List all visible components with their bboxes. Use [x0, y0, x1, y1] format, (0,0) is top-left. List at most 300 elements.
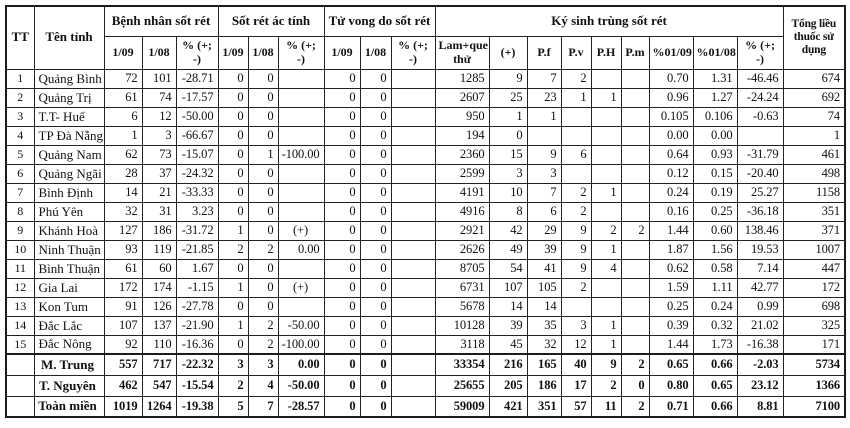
table-row	[6, 335, 845, 354]
col-subheader: P.v	[561, 36, 591, 69]
table-cell: 61	[104, 259, 142, 278]
table-cell: -0.63	[737, 107, 783, 126]
table-cell: 0	[218, 88, 248, 107]
table-cell: 9	[591, 354, 621, 375]
table-cell: 3	[489, 164, 527, 183]
table-cell	[391, 240, 435, 259]
table-cell: 12	[561, 335, 591, 354]
table-cell	[391, 297, 435, 316]
table-cell: 692	[783, 88, 845, 107]
table-cell	[621, 126, 649, 145]
table-row	[6, 240, 845, 259]
table-cell: 72	[104, 69, 142, 88]
province-name: Toàn miền	[34, 396, 104, 417]
table-cell: 2	[248, 240, 278, 259]
col-subheader: (+)	[489, 36, 527, 69]
table-cell: -50.00	[176, 107, 218, 126]
table-cell: 12	[142, 107, 176, 126]
table-cell	[278, 259, 324, 278]
province-name: Bình Thuận	[34, 259, 104, 278]
province-name: Kon Tum	[34, 297, 104, 316]
table-cell: 0	[621, 375, 649, 396]
col-group-ky-sinh-trung: Ký sinh trùng sốt rét	[435, 6, 783, 36]
table-cell: 1	[591, 335, 621, 354]
table-cell: 119	[142, 240, 176, 259]
table-cell	[278, 297, 324, 316]
table-row	[6, 316, 845, 335]
col-subheader: 1/09	[324, 36, 360, 69]
table-cell: 0	[218, 126, 248, 145]
table-cell: 3	[561, 316, 591, 335]
table-cell: 31	[142, 202, 176, 221]
table-cell: 1264	[142, 396, 176, 417]
table-cell: 9	[561, 259, 591, 278]
table-cell: 1	[104, 126, 142, 145]
table-cell: 0	[324, 396, 360, 417]
table-cell	[391, 183, 435, 202]
table-row	[6, 126, 845, 145]
table-cell: 0.25	[693, 202, 737, 221]
table-cell: 37	[142, 164, 176, 183]
table-cell: 2921	[435, 221, 489, 240]
table-cell: 42.77	[737, 278, 783, 297]
table-cell	[278, 183, 324, 202]
table-cell: (+)	[278, 278, 324, 297]
table-cell	[621, 297, 649, 316]
table-cell: 4	[591, 259, 621, 278]
col-group-benh-nhan-sot-ret: Bệnh nhân sốt rét	[104, 6, 218, 36]
province-name: Bình Định	[34, 183, 104, 202]
table-cell: -100.00	[278, 335, 324, 354]
table-cell: 2	[591, 375, 621, 396]
table-cell: 5678	[435, 297, 489, 316]
row-index: 1	[6, 69, 34, 88]
table-cell: 6	[104, 107, 142, 126]
table-cell: 73	[142, 145, 176, 164]
table-cell: 110	[142, 335, 176, 354]
table-cell: 0	[248, 107, 278, 126]
table-cell: 4916	[435, 202, 489, 221]
table-cell: 0	[360, 316, 391, 335]
table-cell: 0.00	[278, 240, 324, 259]
table-cell: -24.32	[176, 164, 218, 183]
row-index: 5	[6, 145, 34, 164]
table-cell	[278, 107, 324, 126]
table-cell: 0	[324, 145, 360, 164]
table-cell: 1	[591, 183, 621, 202]
table-cell: 461	[783, 145, 845, 164]
table-cell: 0.93	[693, 145, 737, 164]
table-cell: -50.00	[278, 316, 324, 335]
table-cell: 2	[218, 240, 248, 259]
table-cell: 35	[527, 316, 561, 335]
table-cell: 2360	[435, 145, 489, 164]
table-cell: 2626	[435, 240, 489, 259]
table-cell: 2607	[435, 88, 489, 107]
table-row	[6, 221, 845, 240]
table-cell	[621, 145, 649, 164]
table-cell	[621, 335, 649, 354]
table-cell: 91	[104, 297, 142, 316]
table-cell	[591, 202, 621, 221]
table-cell: 0.65	[649, 354, 693, 375]
table-cell: 0.71	[649, 396, 693, 417]
table-cell: -17.57	[176, 88, 218, 107]
table-cell	[591, 278, 621, 297]
province-name: Đắc Lắc	[34, 316, 104, 335]
table-cell: 0.64	[649, 145, 693, 164]
table-cell: 2	[218, 375, 248, 396]
table-cell	[621, 69, 649, 88]
table-cell: 0	[324, 88, 360, 107]
table-cell	[391, 164, 435, 183]
table-cell: 1.27	[693, 88, 737, 107]
table-cell: (+)	[278, 221, 324, 240]
table-cell: 3.23	[176, 202, 218, 221]
table-cell: 32	[104, 202, 142, 221]
table-cell: 7.14	[737, 259, 783, 278]
table-cell: 0.00	[278, 354, 324, 375]
table-cell	[561, 107, 591, 126]
table-cell: 2	[561, 202, 591, 221]
table-cell: 7100	[783, 396, 845, 417]
table-row	[6, 145, 845, 164]
table-row	[6, 107, 845, 126]
table-cell: -15.07	[176, 145, 218, 164]
table-cell: 23.12	[737, 375, 783, 396]
table-cell: 172	[783, 278, 845, 297]
table-row	[6, 396, 845, 417]
malaria-statistics-table	[5, 5, 846, 418]
province-name: Phú Yên	[34, 202, 104, 221]
table-cell: 0	[324, 221, 360, 240]
row-index: 12	[6, 278, 34, 297]
col-subheader: Lam+que thử	[435, 36, 489, 69]
table-cell: 1	[591, 316, 621, 335]
table-cell: -27.78	[176, 297, 218, 316]
table-cell: 2	[561, 278, 591, 297]
table-cell	[621, 259, 649, 278]
table-cell: 0.00	[649, 126, 693, 145]
table-cell: 462	[104, 375, 142, 396]
table-cell: 0	[324, 335, 360, 354]
table-cell: 0	[489, 126, 527, 145]
table-cell: 0.60	[693, 221, 737, 240]
table-cell: 698	[783, 297, 845, 316]
table-cell: 0	[360, 335, 391, 354]
table-cell: 1.87	[649, 240, 693, 259]
table-cell: 674	[783, 69, 845, 88]
table-cell: -15.54	[176, 375, 218, 396]
table-cell: 5	[218, 396, 248, 417]
table-row	[6, 69, 845, 88]
table-cell: 1	[561, 88, 591, 107]
table-cell: 41	[527, 259, 561, 278]
table-cell: 21	[142, 183, 176, 202]
table-cell	[391, 354, 435, 375]
table-cell	[591, 164, 621, 183]
row-index: 9	[6, 221, 34, 240]
table-cell: 1.44	[649, 335, 693, 354]
table-cell	[591, 107, 621, 126]
table-cell	[621, 202, 649, 221]
table-cell: 421	[489, 396, 527, 417]
table-row	[6, 259, 845, 278]
table-cell	[391, 221, 435, 240]
row-index: 2	[6, 88, 34, 107]
table-cell: 1.11	[693, 278, 737, 297]
table-cell: 498	[783, 164, 845, 183]
table-cell: 0.15	[693, 164, 737, 183]
table-row	[6, 202, 845, 221]
row-index: 6	[6, 164, 34, 183]
row-index: 7	[6, 183, 34, 202]
province-name: T. Nguyên	[34, 375, 104, 396]
table-cell: 7	[527, 183, 561, 202]
table-cell	[391, 335, 435, 354]
table-cell: 447	[783, 259, 845, 278]
table-row	[6, 375, 845, 396]
table-cell: 0	[248, 164, 278, 183]
province-name: Quảng Nam	[34, 145, 104, 164]
table-cell: 0.24	[693, 297, 737, 316]
table-cell	[391, 107, 435, 126]
row-index: 4	[6, 126, 34, 145]
table-cell: 42	[489, 221, 527, 240]
table-cell	[278, 69, 324, 88]
table-cell: 8.81	[737, 396, 783, 417]
table-cell: 7	[527, 69, 561, 88]
table-cell: 0	[360, 202, 391, 221]
table-cell: 32	[527, 335, 561, 354]
table-cell: 6	[527, 202, 561, 221]
table-row	[6, 88, 845, 107]
col-subheader: P.H	[591, 36, 621, 69]
table-cell: 1007	[783, 240, 845, 259]
table-cell: 2	[621, 354, 649, 375]
table-cell: 0.66	[693, 396, 737, 417]
table-cell: 717	[142, 354, 176, 375]
table-cell: 0.12	[649, 164, 693, 183]
table-cell: 0.106	[693, 107, 737, 126]
table-cell: 0	[360, 88, 391, 107]
table-cell: 1	[489, 107, 527, 126]
table-cell: 2	[248, 335, 278, 354]
table-cell: 39	[527, 240, 561, 259]
row-index: 14	[6, 316, 34, 335]
table-cell: 60	[142, 259, 176, 278]
table-cell: 2	[621, 221, 649, 240]
table-cell: 25.27	[737, 183, 783, 202]
table-cell: 0	[360, 375, 391, 396]
table-cell	[591, 145, 621, 164]
table-cell: 0	[248, 259, 278, 278]
table-cell: 0	[248, 183, 278, 202]
table-cell: 186	[142, 221, 176, 240]
table-cell: 0.24	[649, 183, 693, 202]
table-cell: -2.03	[737, 354, 783, 375]
table-row	[6, 164, 845, 183]
table-cell	[737, 126, 783, 145]
table-cell	[391, 259, 435, 278]
table-cell	[591, 126, 621, 145]
table-cell: 0	[360, 396, 391, 417]
table-cell	[391, 69, 435, 88]
table-cell: 9	[489, 69, 527, 88]
province-name: T.T- Huế	[34, 107, 104, 126]
table-cell: 0.00	[693, 126, 737, 145]
table-body	[6, 69, 845, 417]
table-cell: -16.38	[737, 335, 783, 354]
table-cell: 2	[561, 183, 591, 202]
table-cell: 0.16	[649, 202, 693, 221]
table-cell: 216	[489, 354, 527, 375]
table-cell: 3	[527, 164, 561, 183]
table-cell: 0	[248, 297, 278, 316]
row-index: 15	[6, 335, 34, 354]
col-subheader: % (+; -)	[737, 36, 783, 69]
row-index	[6, 396, 34, 417]
table-cell: 0.80	[649, 375, 693, 396]
row-index: 8	[6, 202, 34, 221]
table-cell	[278, 202, 324, 221]
col-subheader: 1/08	[248, 36, 278, 69]
table-cell: 1	[527, 107, 561, 126]
col-subheader: %01/09	[649, 36, 693, 69]
table-cell: 2	[621, 396, 649, 417]
table-cell: -21.90	[176, 316, 218, 335]
province-name: Quảng Trị	[34, 88, 104, 107]
table-cell: 0	[360, 221, 391, 240]
table-cell: 39	[489, 316, 527, 335]
table-cell: 2	[561, 69, 591, 88]
col-subheader: % (+; -)	[278, 36, 324, 69]
table-cell: 3	[248, 354, 278, 375]
table-cell: 0	[218, 259, 248, 278]
table-cell: 54	[489, 259, 527, 278]
table-cell: 0	[218, 145, 248, 164]
table-cell: 371	[783, 221, 845, 240]
table-cell: 2	[591, 221, 621, 240]
province-name: Gia Lai	[34, 278, 104, 297]
table-cell: 325	[783, 316, 845, 335]
col-subheader: P.m	[621, 36, 649, 69]
header-sub-row	[6, 36, 845, 69]
table-cell: -19.38	[176, 396, 218, 417]
table-cell: 1019	[104, 396, 142, 417]
table-cell: 0	[248, 126, 278, 145]
table-cell: -100.00	[278, 145, 324, 164]
table-cell: 33354	[435, 354, 489, 375]
table-cell: 9	[561, 240, 591, 259]
table-cell: 10128	[435, 316, 489, 335]
table-cell: 0.105	[649, 107, 693, 126]
col-group-tu-vong: Tử vong do sốt rét	[324, 6, 435, 36]
table-cell: 171	[783, 335, 845, 354]
row-index	[6, 354, 34, 375]
col-header-tong-lieu: Tổng liều thuốc sử dụng	[783, 6, 845, 69]
table-row	[6, 278, 845, 297]
table-cell: 25	[489, 88, 527, 107]
province-name: Quảng Ngãi	[34, 164, 104, 183]
table-cell: 6731	[435, 278, 489, 297]
province-name: M. Trung	[34, 354, 104, 375]
table-cell: 1	[218, 278, 248, 297]
col-subheader: %01/08	[693, 36, 737, 69]
table-cell: 0	[248, 69, 278, 88]
table-cell: 3118	[435, 335, 489, 354]
table-cell	[561, 164, 591, 183]
col-subheader: 1/09	[218, 36, 248, 69]
table-cell: 0	[324, 202, 360, 221]
table-cell	[621, 316, 649, 335]
table-cell: 0	[324, 375, 360, 396]
table-cell: 0	[360, 164, 391, 183]
table-cell: 351	[527, 396, 561, 417]
table-cell: 1.44	[649, 221, 693, 240]
table-cell: 0	[248, 88, 278, 107]
table-cell: 5734	[783, 354, 845, 375]
table-cell: -1.15	[176, 278, 218, 297]
table-cell: -16.36	[176, 335, 218, 354]
table-cell: 1.31	[693, 69, 737, 88]
table-cell: 3	[142, 126, 176, 145]
table-cell: 351	[783, 202, 845, 221]
table-cell: 0	[360, 183, 391, 202]
table-cell	[391, 375, 435, 396]
table-cell: 0.66	[693, 354, 737, 375]
table-cell	[561, 126, 591, 145]
table-cell: 950	[435, 107, 489, 126]
table-cell: 0	[218, 202, 248, 221]
table-cell: 92	[104, 335, 142, 354]
table-cell: 107	[104, 316, 142, 335]
table-cell: 74	[783, 107, 845, 126]
table-cell: -50.00	[278, 375, 324, 396]
table-cell: 0.25	[649, 297, 693, 316]
table-cell: -21.85	[176, 240, 218, 259]
table-cell: 0	[324, 183, 360, 202]
table-cell: 19.53	[737, 240, 783, 259]
province-name: Ninh Thuận	[34, 240, 104, 259]
table-cell: 9	[561, 221, 591, 240]
table-cell	[591, 69, 621, 88]
table-cell: 0	[360, 107, 391, 126]
table-cell: 0.65	[693, 375, 737, 396]
table-cell: 4	[248, 375, 278, 396]
table-cell: -46.46	[737, 69, 783, 88]
table-cell: 0	[218, 164, 248, 183]
col-header-tt: TT	[6, 6, 34, 69]
table-cell: 0	[324, 354, 360, 375]
table-cell	[391, 316, 435, 335]
table-cell	[621, 278, 649, 297]
table-cell: 107	[489, 278, 527, 297]
table-cell: 0	[360, 297, 391, 316]
col-subheader: P.f	[527, 36, 561, 69]
table-cell: 0	[248, 202, 278, 221]
table-cell: 0	[360, 259, 391, 278]
table-cell: 7	[248, 396, 278, 417]
table-cell: 0	[324, 278, 360, 297]
table-cell: 8	[489, 202, 527, 221]
table-cell: 165	[527, 354, 561, 375]
col-subheader: 1/08	[142, 36, 176, 69]
table-cell: 1	[591, 240, 621, 259]
table-cell: 74	[142, 88, 176, 107]
table-cell: -22.32	[176, 354, 218, 375]
table-cell: -31.79	[737, 145, 783, 164]
